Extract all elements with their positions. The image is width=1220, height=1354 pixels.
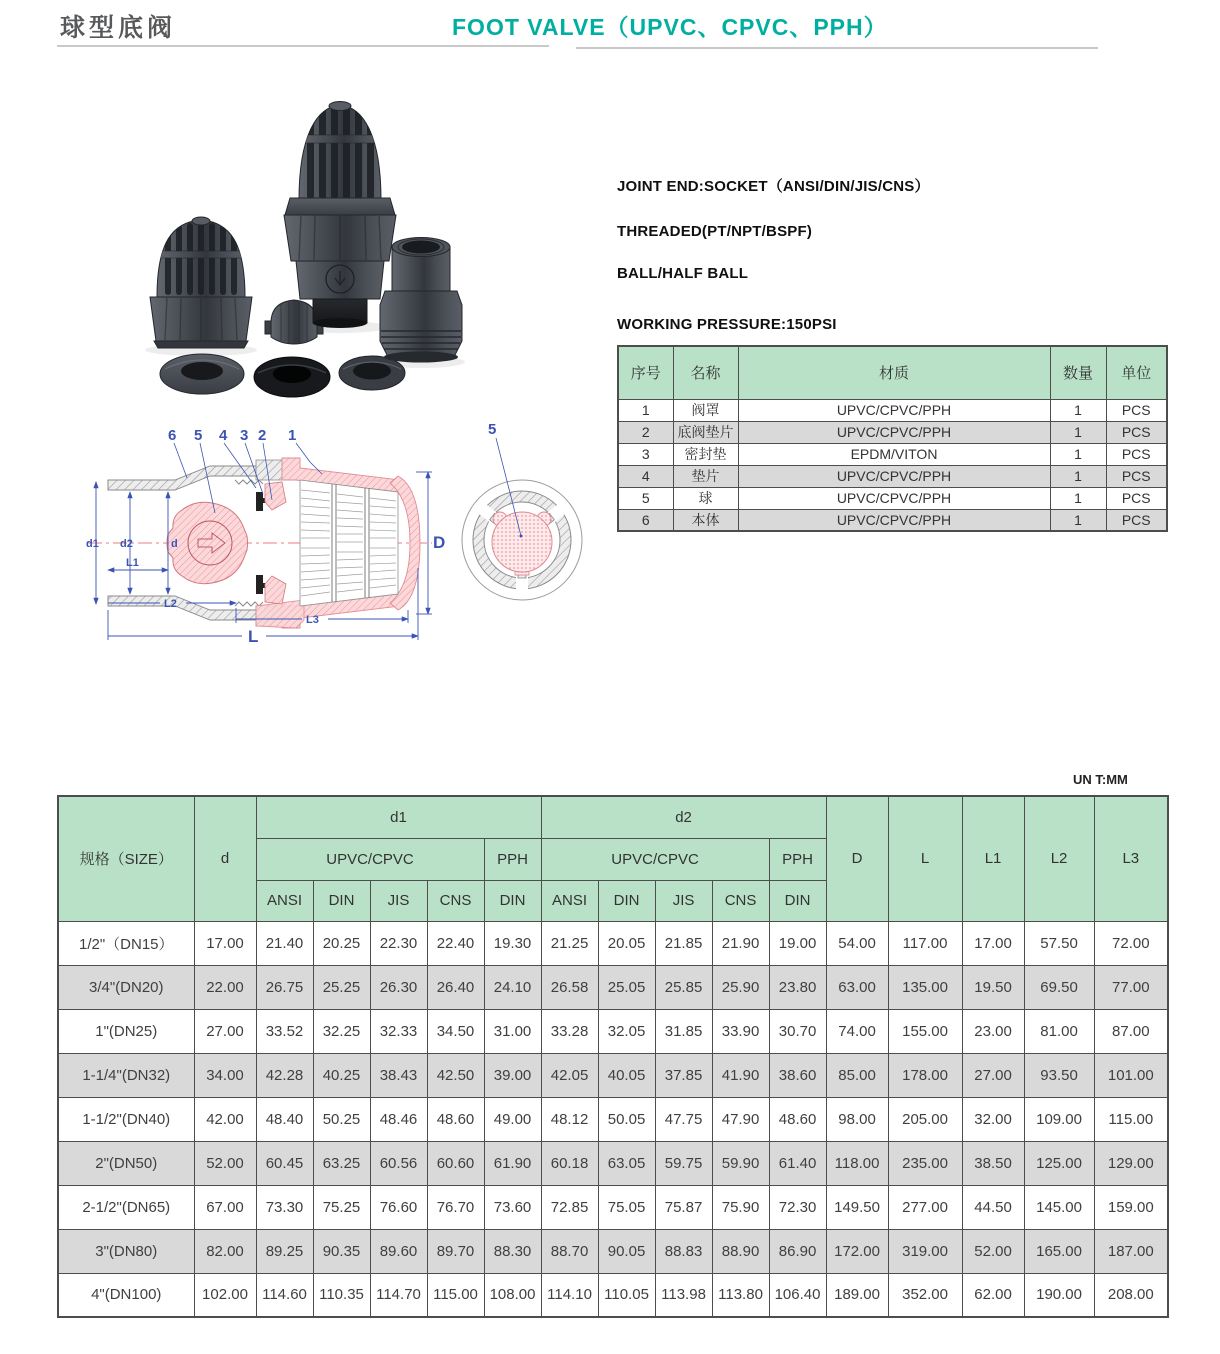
table-cell: 48.60 — [427, 1097, 484, 1141]
dim-d: d — [171, 538, 178, 550]
table-cell: DIN — [484, 880, 541, 921]
table-cell: 159.00 — [1094, 1185, 1168, 1229]
table-cell: 3 — [618, 443, 673, 465]
column-header-L2: L2 — [1024, 796, 1094, 921]
table-cell: 60.18 — [541, 1141, 598, 1185]
size-table-row — [58, 921, 1168, 965]
table-cell: CNS — [712, 880, 769, 921]
part-label-4: 4 — [219, 427, 228, 444]
table-cell: 1-1/2"(DN40) — [58, 1097, 194, 1141]
table-cell: 49.00 — [484, 1097, 541, 1141]
table-cell: 19.00 — [769, 921, 826, 965]
part-label-3: 3 — [240, 427, 249, 444]
size-table-body — [58, 921, 1168, 1317]
table-cell: DIN — [313, 880, 370, 921]
table-cell: 38.60 — [769, 1053, 826, 1097]
end-view-part-label: 5 — [488, 421, 497, 438]
table-cell: 60.60 — [427, 1141, 484, 1185]
table-cell: 1 — [1050, 487, 1106, 509]
table-cell: 1/2"（DN15） — [58, 921, 194, 965]
table-cell: 106.40 — [769, 1273, 826, 1317]
table-cell: 3/4"(DN20) — [58, 965, 194, 1009]
table-cell: 阀罩 — [673, 399, 738, 421]
table-cell: 74.00 — [826, 1009, 888, 1053]
table-cell: EPDM/VITON — [738, 443, 1050, 465]
table-cell: 61.40 — [769, 1141, 826, 1185]
product-photo — [95, 85, 585, 420]
table-cell: 86.90 — [769, 1229, 826, 1273]
table-cell: 189.00 — [826, 1273, 888, 1317]
parts-table-row — [618, 487, 1167, 509]
page-title-chinese: 球型底阀 — [60, 14, 177, 42]
table-cell: 101.00 — [1094, 1053, 1168, 1097]
column-header-size: 规格（SIZE） — [58, 796, 194, 921]
table-cell: 277.00 — [888, 1185, 962, 1229]
table-cell: 42.50 — [427, 1053, 484, 1097]
table-cell: 108.00 — [484, 1273, 541, 1317]
table-cell: 89.60 — [370, 1229, 427, 1273]
table-cell: CNS — [427, 880, 484, 921]
table-cell: 205.00 — [888, 1097, 962, 1141]
table-cell: 37.85 — [655, 1053, 712, 1097]
table-cell: 88.83 — [655, 1229, 712, 1273]
table-cell: 23.00 — [962, 1009, 1024, 1053]
table-cell: 39.00 — [484, 1053, 541, 1097]
table-cell: UPVC/CPVC/PPH — [738, 487, 1050, 509]
table-cell: 26.75 — [256, 965, 313, 1009]
table-cell: 114.70 — [370, 1273, 427, 1317]
table-cell: 42.28 — [256, 1053, 313, 1097]
table-cell: 33.28 — [541, 1009, 598, 1053]
table-cell: 75.25 — [313, 1185, 370, 1229]
table-cell: 149.50 — [826, 1185, 888, 1229]
table-cell: 底阀垫片 — [673, 421, 738, 443]
table-cell: 63.05 — [598, 1141, 655, 1185]
table-cell: 42.00 — [194, 1097, 256, 1141]
valve-ball — [167, 502, 248, 583]
table-cell: 190.00 — [1024, 1273, 1094, 1317]
table-cell: 31.00 — [484, 1009, 541, 1053]
table-cell: DIN — [598, 880, 655, 921]
table-cell: 73.30 — [256, 1185, 313, 1229]
table-cell: 61.90 — [484, 1141, 541, 1185]
table-cell: 208.00 — [1094, 1273, 1168, 1317]
table-cell: PCS — [1106, 487, 1167, 509]
strainer-small — [150, 217, 252, 348]
table-cell: 23.80 — [769, 965, 826, 1009]
table-cell: UPVC/CPVC/PPH — [738, 421, 1050, 443]
table-cell: 76.60 — [370, 1185, 427, 1229]
table-cell: 67.00 — [194, 1185, 256, 1229]
table-cell: 76.70 — [427, 1185, 484, 1229]
table-cell: 48.12 — [541, 1097, 598, 1141]
table-cell: 73.60 — [484, 1185, 541, 1229]
table-cell: PCS — [1106, 443, 1167, 465]
parts-table-row — [618, 443, 1167, 465]
table-cell: 17.00 — [194, 921, 256, 965]
table-cell: 21.90 — [712, 921, 769, 965]
table-cell: 81.00 — [1024, 1009, 1094, 1053]
table-cell: 165.00 — [1024, 1229, 1094, 1273]
table-cell: 145.00 — [1024, 1185, 1094, 1229]
table-cell: 32.25 — [313, 1009, 370, 1053]
table-cell: 21.40 — [256, 921, 313, 965]
unit-note: UN T:MM — [1073, 772, 1128, 787]
table-cell: 110.35 — [313, 1273, 370, 1317]
page-title-english: FOOT VALVE（UPVC、CPVC、PPH） — [452, 14, 888, 40]
table-cell: 19.30 — [484, 921, 541, 965]
table-cell: 38.50 — [962, 1141, 1024, 1185]
column-group-pph-d2: PPH — [769, 838, 826, 880]
table-cell: 82.00 — [194, 1229, 256, 1273]
technical-drawing — [60, 418, 610, 653]
parts-table — [617, 345, 1168, 532]
table-cell: 1 — [1050, 509, 1106, 531]
table-cell: 1 — [1050, 421, 1106, 443]
table-cell: 1 — [1050, 443, 1106, 465]
table-cell: 32.33 — [370, 1009, 427, 1053]
spec-working-pressure: WORKING PRESSURE:150PSI — [617, 316, 837, 333]
table-cell: 114.60 — [256, 1273, 313, 1317]
parts-table-row — [618, 465, 1167, 487]
size-table-row — [58, 1097, 1168, 1141]
table-cell: 42.05 — [541, 1053, 598, 1097]
table-cell: 235.00 — [888, 1141, 962, 1185]
spec-ball: BALL/HALF BALL — [617, 265, 749, 282]
table-cell: ANSI — [541, 880, 598, 921]
table-cell: 1"(DN25) — [58, 1009, 194, 1053]
table-cell: 27.00 — [962, 1053, 1024, 1097]
table-cell: 2-1/2"(DN65) — [58, 1185, 194, 1229]
table-cell: 102.00 — [194, 1273, 256, 1317]
column-group-upvc-cpvc-d1: UPVC/CPVC — [256, 838, 484, 880]
dim-d1: d1 — [86, 538, 99, 550]
table-cell: 33.90 — [712, 1009, 769, 1053]
size-table-row — [58, 1273, 1168, 1317]
table-cell: 52.00 — [962, 1229, 1024, 1273]
table-cell: 25.05 — [598, 965, 655, 1009]
title-underline-right — [576, 47, 1098, 49]
table-cell: 1 — [1050, 399, 1106, 421]
table-cell: 110.05 — [598, 1273, 655, 1317]
part-label-1: 1 — [288, 427, 297, 444]
table-cell: 48.46 — [370, 1097, 427, 1141]
column-header-D: D — [826, 796, 888, 921]
table-cell: 90.35 — [313, 1229, 370, 1273]
table-cell: PCS — [1106, 509, 1167, 531]
dim-L: L — [248, 627, 259, 646]
table-cell: 88.70 — [541, 1229, 598, 1273]
parts-table-row — [618, 509, 1167, 531]
table-cell: 31.85 — [655, 1009, 712, 1053]
column-header-material: 材质 — [738, 346, 1050, 399]
column-header-index: 序号 — [618, 346, 673, 399]
table-cell: 93.50 — [1024, 1053, 1094, 1097]
socket-adapter — [380, 238, 462, 363]
table-cell: 5 — [618, 487, 673, 509]
table-cell: 89.70 — [427, 1229, 484, 1273]
table-cell: 22.40 — [427, 921, 484, 965]
table-cell: 89.25 — [256, 1229, 313, 1273]
table-cell: 2 — [618, 421, 673, 443]
table-cell: 77.00 — [1094, 965, 1168, 1009]
column-group-d1: d1 — [256, 796, 541, 838]
table-cell: 115.00 — [1094, 1097, 1168, 1141]
column-header-unit: 单位 — [1106, 346, 1167, 399]
size-table-row — [58, 1141, 1168, 1185]
table-cell: 27.00 — [194, 1009, 256, 1053]
part-label-2: 2 — [258, 427, 267, 444]
gasket-ring-right — [339, 356, 405, 390]
gasket-ring-left — [160, 354, 244, 394]
table-cell: 40.05 — [598, 1053, 655, 1097]
table-cell: 本体 — [673, 509, 738, 531]
title-underline-left — [57, 45, 549, 47]
table-cell: 52.00 — [194, 1141, 256, 1185]
table-cell: 57.50 — [1024, 921, 1094, 965]
table-cell: 115.00 — [427, 1273, 484, 1317]
parts-table-body — [618, 399, 1167, 531]
table-cell: 178.00 — [888, 1053, 962, 1097]
table-cell: 48.60 — [769, 1097, 826, 1141]
table-cell: 4 — [618, 465, 673, 487]
table-cell: 75.90 — [712, 1185, 769, 1229]
table-cell: UPVC/CPVC/PPH — [738, 465, 1050, 487]
column-header-name: 名称 — [673, 346, 738, 399]
table-cell: 75.05 — [598, 1185, 655, 1229]
spec-list — [617, 172, 1177, 332]
size-table — [57, 795, 1169, 1318]
table-cell: 34.00 — [194, 1053, 256, 1097]
table-cell: JIS — [655, 880, 712, 921]
table-cell: 172.00 — [826, 1229, 888, 1273]
table-cell: 20.25 — [313, 921, 370, 965]
dim-D: D — [433, 533, 446, 552]
table-cell: PCS — [1106, 465, 1167, 487]
table-cell: 352.00 — [888, 1273, 962, 1317]
table-cell: 26.58 — [541, 965, 598, 1009]
column-group-upvc-cpvc-d2: UPVC/CPVC — [541, 838, 769, 880]
table-cell: 114.10 — [541, 1273, 598, 1317]
table-cell: 25.85 — [655, 965, 712, 1009]
table-cell: UPVC/CPVC/PPH — [738, 509, 1050, 531]
gasket-ring-middle-black — [254, 357, 330, 397]
table-cell: 90.05 — [598, 1229, 655, 1273]
table-cell: 4"(DN100) — [58, 1273, 194, 1317]
table-cell: 40.25 — [313, 1053, 370, 1097]
foot-valve-assembled — [284, 102, 396, 329]
table-cell: 1 — [1050, 465, 1106, 487]
table-cell: 319.00 — [888, 1229, 962, 1273]
table-cell: 118.00 — [826, 1141, 888, 1185]
table-cell: 22.30 — [370, 921, 427, 965]
dim-L2: L2 — [164, 598, 177, 610]
table-cell: 32.05 — [598, 1009, 655, 1053]
spec-threaded: THREADED(PT/NPT/BSPF) — [617, 223, 813, 240]
table-cell: 24.10 — [484, 965, 541, 1009]
table-cell: PCS — [1106, 399, 1167, 421]
column-header-L3: L3 — [1094, 796, 1168, 921]
parts-table-row — [618, 399, 1167, 421]
table-cell: 球 — [673, 487, 738, 509]
table-cell: 85.00 — [826, 1053, 888, 1097]
table-cell: 125.00 — [1024, 1141, 1094, 1185]
table-cell: 25.90 — [712, 965, 769, 1009]
table-cell: 88.30 — [484, 1229, 541, 1273]
table-cell: 1 — [618, 399, 673, 421]
table-cell: 32.00 — [962, 1097, 1024, 1141]
table-cell: 60.45 — [256, 1141, 313, 1185]
column-header-L1: L1 — [962, 796, 1024, 921]
column-group-d2: d2 — [541, 796, 826, 838]
table-cell: PCS — [1106, 421, 1167, 443]
strainer-louvers — [300, 480, 398, 606]
table-cell: 129.00 — [1094, 1141, 1168, 1185]
spec-joint-end: JOINT END:SOCKET（ANSI/DIN/JIS/CNS） — [617, 178, 930, 195]
table-cell: 135.00 — [888, 965, 962, 1009]
table-cell: 3"(DN80) — [58, 1229, 194, 1273]
table-cell: 密封垫 — [673, 443, 738, 465]
table-cell: 59.75 — [655, 1141, 712, 1185]
table-cell: 62.00 — [962, 1273, 1024, 1317]
table-cell: 6 — [618, 509, 673, 531]
table-cell: 20.05 — [598, 921, 655, 965]
table-cell: 30.70 — [769, 1009, 826, 1053]
table-cell: 34.50 — [427, 1009, 484, 1053]
table-cell: 59.90 — [712, 1141, 769, 1185]
table-cell: 60.56 — [370, 1141, 427, 1185]
table-cell: 22.00 — [194, 965, 256, 1009]
dim-L1: L1 — [126, 557, 139, 569]
table-cell: 88.90 — [712, 1229, 769, 1273]
table-cell: 19.50 — [962, 965, 1024, 1009]
size-table-row — [58, 1185, 1168, 1229]
table-cell: 47.75 — [655, 1097, 712, 1141]
size-table-row — [58, 1009, 1168, 1053]
table-cell: 21.85 — [655, 921, 712, 965]
table-cell: 38.43 — [370, 1053, 427, 1097]
part-label-6: 6 — [168, 427, 177, 444]
table-cell: 69.50 — [1024, 965, 1094, 1009]
column-header-qty: 数量 — [1050, 346, 1106, 399]
table-cell: 垫片 — [673, 465, 738, 487]
table-cell: 2"(DN50) — [58, 1141, 194, 1185]
table-cell: 72.85 — [541, 1185, 598, 1229]
table-cell: 109.00 — [1024, 1097, 1094, 1141]
table-cell: ANSI — [256, 880, 313, 921]
table-cell: UPVC/CPVC/PPH — [738, 399, 1050, 421]
table-cell: 87.00 — [1094, 1009, 1168, 1053]
table-cell: 33.52 — [256, 1009, 313, 1053]
table-cell: 75.87 — [655, 1185, 712, 1229]
table-cell: DIN — [769, 880, 826, 921]
table-cell: 25.25 — [313, 965, 370, 1009]
table-cell: 155.00 — [888, 1009, 962, 1053]
parts-table-row — [618, 421, 1167, 443]
table-cell: 47.90 — [712, 1097, 769, 1141]
size-table-row — [58, 965, 1168, 1009]
table-cell: 17.00 — [962, 921, 1024, 965]
table-cell: 44.50 — [962, 1185, 1024, 1229]
table-cell: 98.00 — [826, 1097, 888, 1141]
size-table-row — [58, 1229, 1168, 1273]
table-cell: JIS — [370, 880, 427, 921]
table-cell: 50.25 — [313, 1097, 370, 1141]
dim-d2: d2 — [120, 538, 133, 550]
table-cell: 48.40 — [256, 1097, 313, 1141]
dim-L3: L3 — [306, 614, 319, 626]
table-cell: 1-1/4"(DN32) — [58, 1053, 194, 1097]
column-header-d: d — [194, 796, 256, 921]
size-table-row — [58, 1053, 1168, 1097]
table-cell: 54.00 — [826, 921, 888, 965]
part-label-5: 5 — [194, 427, 203, 444]
table-cell: 113.80 — [712, 1273, 769, 1317]
table-cell: 50.05 — [598, 1097, 655, 1141]
parts-table-header-row — [618, 346, 1167, 399]
table-cell: 72.00 — [1094, 921, 1168, 965]
end-view — [462, 421, 582, 600]
table-cell: 26.40 — [427, 965, 484, 1009]
table-cell: 63.25 — [313, 1141, 370, 1185]
table-cell: 21.25 — [541, 921, 598, 965]
cross-section-view — [86, 427, 445, 646]
table-cell: 63.00 — [826, 965, 888, 1009]
column-header-L: L — [888, 796, 962, 921]
table-cell: 41.90 — [712, 1053, 769, 1097]
table-cell: 113.98 — [655, 1273, 712, 1317]
column-group-pph-d1: PPH — [484, 838, 541, 880]
table-cell: 72.30 — [769, 1185, 826, 1229]
table-cell: 26.30 — [370, 965, 427, 1009]
size-table-header-row-1 — [58, 796, 1168, 838]
table-cell: 117.00 — [888, 921, 962, 965]
table-cell: 187.00 — [1094, 1229, 1168, 1273]
